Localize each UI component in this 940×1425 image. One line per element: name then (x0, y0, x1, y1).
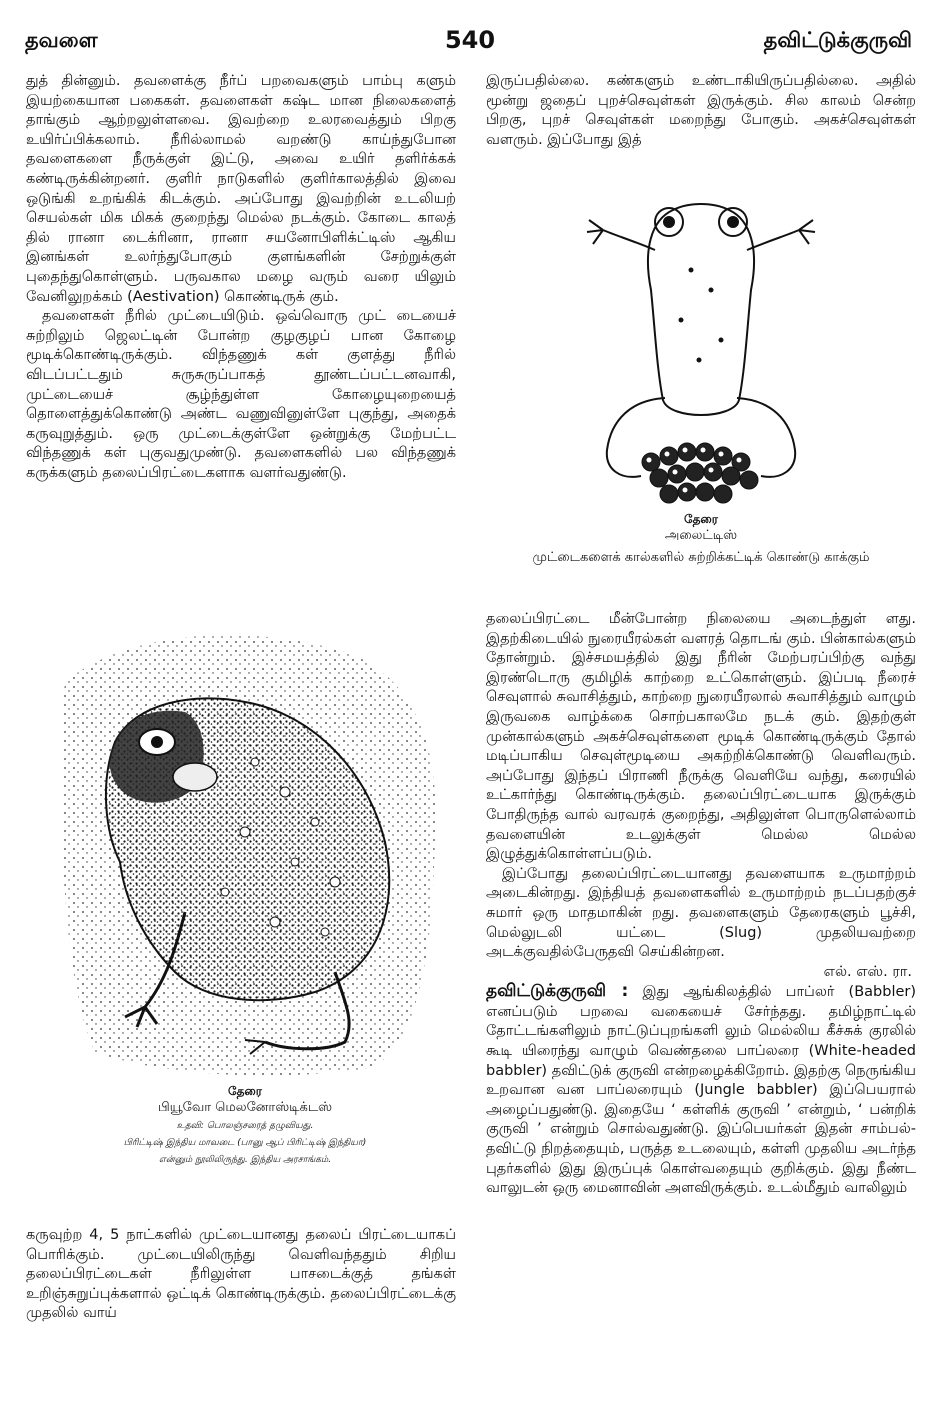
running-head-right: தவிட்டுக்குருவி (763, 28, 912, 52)
paragraph: இருப்பதில்லை. கண்களும் உண்டாகியிருப்பதில்லை. அதில் மூன்று ஜதைப் புறச்செவுள்கள் இருக்கும். சில காலம் சென்ற பிறகு, புறச் செவுள்கள் மறைந்து போகும். அகச்செவுள்கள் வளரும். இப்போது இத் (486, 73, 916, 148)
author-signature: எல். எஸ். ரா. (823, 963, 912, 980)
paragraph: துத் தின்னும். தவளைக்கு நீர்ப் பறவைகளும் பாம்பு களும் இயற்கையான பகைகள். தவளைகள் கஷ்ட மான நிலைகளைத் தாங்கும் ஆற்றலுள்ளவை. இவற்றை உலரவைத்தும் பிறகு உயிர்ப்பிக்கலாம். நீரில்லாமல் வறண்டு காய்ந்துபோன தவளைகளை நீருக்குள் இட்டு, அவை உயிர் தளிர்க்கக் கண்டிருக்கின்றனர். குளிர் நாடுகளில் குளிர்காலத்தில் இவை ஒடுங்கி உறங்கிக் கிடக்கும். அப்போது இவற்றின் உடலியற் செயல்கள் மிக மிகக் குறைந்து மெல்ல நடக்கும். கோடை காலத் தில் ரானா டைக்ரினா, ரானா சயனோபிளிக்ட்டிஸ் ஆகிய இனங்கள் உலர்ந்துபோகும் குளங்களின் சேற்றுக்குள் புதைந்துகொள்ளும். பருவகால மழை வரும் வரை யிலும் வேனிலுறக்கம் (Aestivation) கொண்டிருக் கும். (26, 73, 456, 305)
figure-subtitle: அலைட்டிஸ் (664, 528, 738, 543)
figure-credit-line: பிரிட்டிஷ் இந்திய மாவடை (பானு ஆப் பிரிட்டிஷ் இந்தியா) (123, 1138, 367, 1148)
figure-credit-line: உதவி: பொலஞ்சரைத் தழுவியது. (176, 1121, 314, 1131)
left-column-top (26, 72, 456, 483)
figure-title: தேரை (228, 1084, 262, 1098)
paragraph: கருவுற்ற 4, 5 நாட்களில் முட்டையானது தலைப் பிரட்டையாகப் பொரிக்கும். முட்டையிலிருந்து வெளிவந்ததும் சிறிய தலைப்பிரட்டைகள் நீரிலுள்ள பாசடைக்குத் தங்கள் உறிஞ்சுறுப்புக்களால் ஒட்டிக் கொண்டிருக்கும். தலைப்பிரட்டைக்கு முதலில் வாய் (26, 1227, 456, 1322)
frog-illustration (581, 180, 821, 510)
entry-text: இது ஆங்கிலத்தில் பாப்லர் (Babbler) எனப்படும் பறவை வகையைச் சேர்ந்தது. தமிழ்நாட்டில் தோட்டங்களிலும் நாட்டுப்புறங்களி லும் மெல்லிய கீச்சுக் குரலில் கூடி யிரைந்து வாழும் வெண்தலை பாப்லரை (White-headed babbler) தவிட்டுக் குருவி என்றழைக்கிறோம். இதற்கு நெருங்கிய உறவான வன பாப்லரையும் (Jungle babbler) இப்பெயரால் அழைப்பதுண்டு. இதையே ‘ கள்ளிக் குருவி ’ என்றும், ‘ பன்றிக் குருவி ’ என்றும் சொல்வதுண்டு. இப்பெயர்கள் இதன் சாம்பல்-தவிட்டு நிறத்தையும், பருத்த உடலையும், கள்ளி முதலிய அடர்ந்த புதர்களில் இது இருப்புக் கொள்வதையும் குறிக்கும். இது நீண்ட வாலுடன் ஒரு மைனாவின் அளவிருக்கும். உடல்மீதும் வாலிலும் (486, 984, 916, 1197)
entry-title: தவிட்டுக்குருவி : (486, 981, 629, 1002)
entry-paragraph (486, 982, 916, 1199)
toad-illustration (45, 612, 445, 1082)
paragraph: இப்போது தலைப்பிரட்டையானது தவளையாக உருமாற்றம் அடைகின்றது. இந்தியத் தவளைகளில் உருமாற்றம் நடப்பதற்குச் சுமார் ஒரு மாதமாகின் றது. தவளைகளும் தேரைகளும் பூச்சி, மெல்லுடலி யட்டை (Slug) முதலியவற்றை அடக்குவதில்பேருதவி செய்கின்றன. (486, 865, 916, 961)
paragraph: தவளைகள் நீரில் முட்டையிடும். ஒவ்வொரு முட் டையைச் சுற்றிலும் ஜெலட்டின் போன்ற குழகுழப் பான கோழை மூடிக்கொண்டிருக்கும். விந்தணுக் கள் குளத்து நீரில் விடப்பட்டதும் சுருசுருப்பாகத் தூண்டப்பட்டனவாகி, முட்டையைச் சூழ்ந்துள்ள கோழையுறையைத் தொளைத்துக்கொண்டு அண்ட வணுவினுள்ளே புகுந்து, அதைக் கருவுறுத்தும். ஒரு முட்டைக்குள்ளே ஒன்றுக்கு மேற்பட்ட விந்தணுக் கள் புகுவதுமுண்டு. தவளைகளில் பல விந்தணுக் கருக்களும் தலைப்பிரட்டைகளாக வளர்வதுண்டு. (26, 308, 456, 481)
paragraph: தலைப்பிரட்டை மீன்போன்ற நிலையை அடைந்துள் ளது. இதற்கிடையில் நுரையீரல்கள் வளரத் தொடங் கும். பின்கால்களும் தோன்றும். இச்சமயத்தில் இது நீரின் மேற்பரப்பிற்கு வந்து இரண்டொரு குமிழிக் காற்றை உட்கொள்ளும். இப்படி நீரைச் செவுளால் சுவாசித்தும், காற்றை நுரையீரலால் சுவாசித்தும் வாழும் இருவகை வாழ்க்கை சொற்பகாலமே நடக் கும். இதற்குள் முன்கால்களும் அகச்செவுள்களை மூடிக் கொண்டிருக்கும் தோல் மடிப்பாகிய செவுள்மூடியை அகற்றிக்கொண்டு வெளிவரும். அப்போது இந்தப் பிராணி நீருக்கு வெளியே வந்து, கரையில் உட்கார்ந்து கொண்டிருக்கும். தலைப்பிரட்டையாக இருக்கும் போதிருந்த வால் வரவரக் குறைந்து, அதிலுள்ள பொருளெல்லாம் தவளையின் உடலுக்குள் மெல்ல மெல்ல இழுத்துக்கொள்ளப்படும். (486, 611, 916, 863)
left-column-bottom (26, 1226, 456, 1324)
figure-frog-with-eggs (486, 180, 916, 566)
running-head-left: தவளை (25, 28, 98, 52)
page-number: 540 (444, 26, 496, 54)
figure-toad (40, 612, 450, 1167)
figure-title: தேரை (684, 512, 718, 526)
figure-caption: முட்டைகளைக் கால்களில் சுற்றிக்கட்டிக் கொண்டு காக்கும் (532, 550, 870, 565)
right-column-top (486, 72, 916, 150)
right-column-bottom (486, 610, 916, 1199)
figure-credit-line: என்னும் நூலிலிருந்து. இந்திய அரசாங்கம். (158, 1155, 332, 1165)
figure-subtitle: பியூவோ மெலனோஸ்டிக்டஸ் (157, 1100, 333, 1115)
